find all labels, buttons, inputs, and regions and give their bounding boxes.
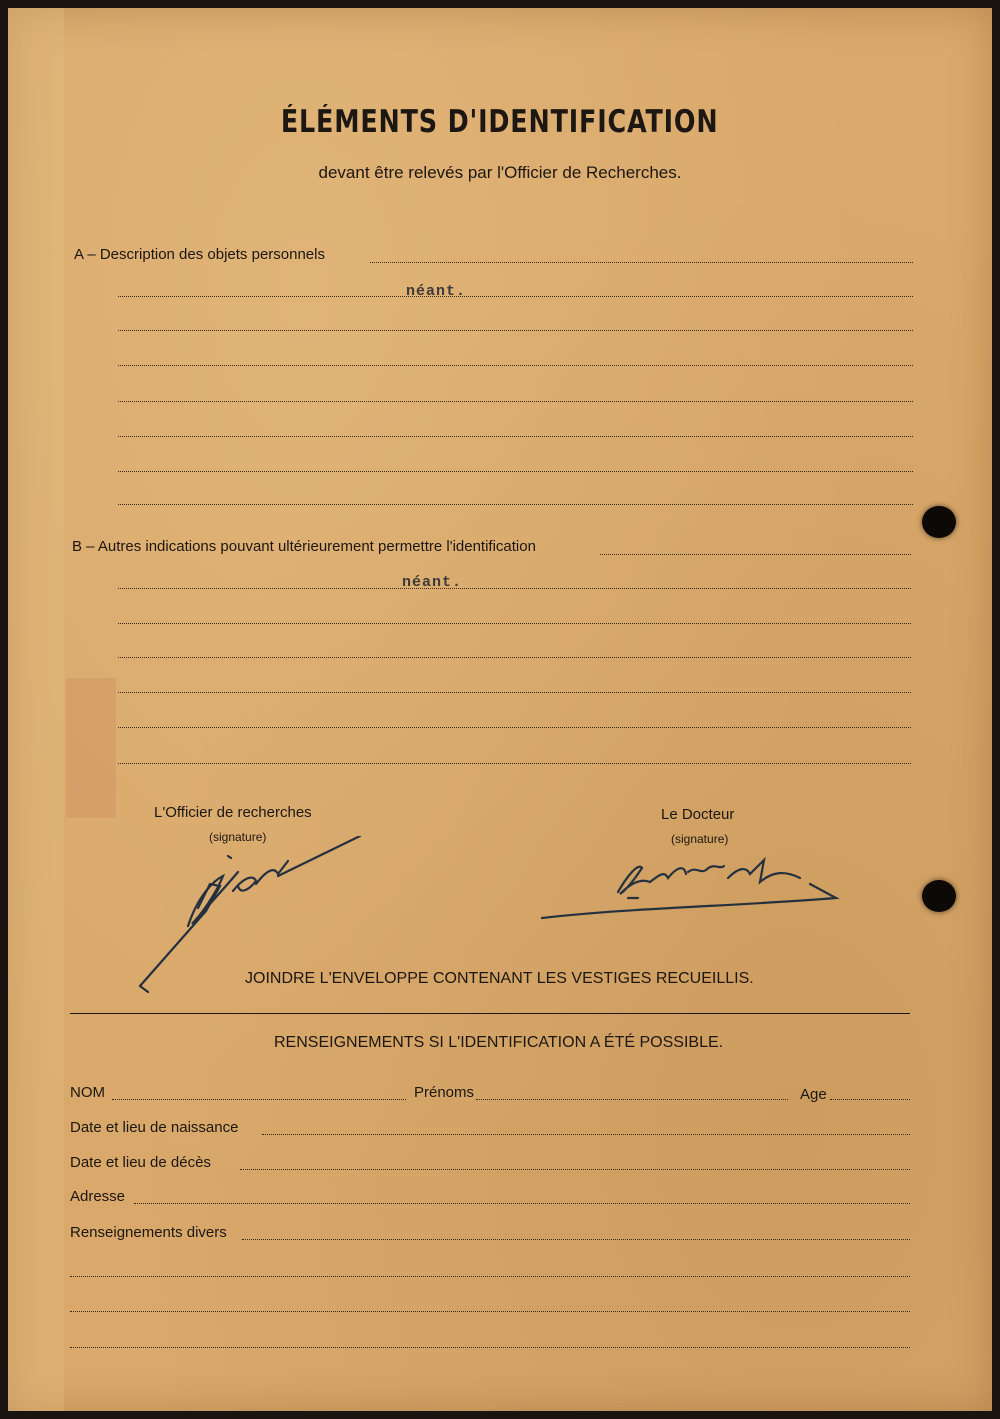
deces-label: Date et lieu de décès [70, 1154, 211, 1171]
punch-hole-top [922, 506, 956, 538]
adresse-label: Adresse [70, 1188, 126, 1205]
section-a-line-8 [118, 504, 913, 505]
section-a-line-2 [118, 296, 913, 297]
nom-field[interactable] [112, 1099, 406, 1100]
doctor-signature-caption: (signature) [671, 832, 729, 846]
nom-label: NOM [70, 1084, 105, 1101]
doctor-signature-title: Le Docteur [661, 806, 735, 823]
section-b-line-6 [118, 727, 911, 728]
section-b-line-4 [118, 657, 911, 658]
section-b-line-5 [118, 692, 911, 693]
identification-heading: RENSEIGNEMENTS SI L'IDENTIFICATION A ÉTÉ POSSIBLE. [274, 1034, 724, 1051]
section-a-typed-value: néant. [406, 283, 467, 300]
form-sheet [8, 8, 992, 1411]
section-a-line-1 [370, 262, 913, 263]
paper-edge-strip [8, 8, 64, 1411]
section-a-line-6 [118, 436, 913, 437]
age-label: Age [800, 1086, 827, 1103]
paper-stain [66, 678, 116, 818]
deces-field[interactable] [240, 1169, 910, 1170]
divers-field-line-1[interactable] [242, 1239, 910, 1240]
section-b-typed-value: néant. [402, 574, 463, 591]
section-divider [70, 1013, 910, 1014]
divers-field-line-4[interactable] [70, 1347, 910, 1348]
section-b-line-3 [118, 623, 911, 624]
section-b-line-1 [600, 554, 911, 555]
officer-signature-caption: (signature) [209, 830, 267, 844]
officer-signature-title: L'Officier de recherches [154, 804, 312, 821]
page-title: ÉLÉMENTS D'IDENTIFICATION [280, 104, 719, 140]
instruction-text: JOINDRE L'ENVELOPPE CONTENANT LES VESTIGES RECUEILLIS. [245, 970, 754, 987]
section-a-label: A – Description des objets personnels [74, 246, 325, 263]
section-a-line-7 [118, 471, 913, 472]
section-a-line-4 [118, 365, 913, 366]
section-b-label: B – Autres indications pouvant ultérieurement permettre l'identification [72, 538, 536, 555]
section-b-line-2 [118, 588, 911, 589]
age-field[interactable] [830, 1099, 910, 1100]
divers-field-line-2[interactable] [70, 1276, 910, 1277]
section-a-line-5 [118, 401, 913, 402]
divers-field-line-3[interactable] [70, 1311, 910, 1312]
prenoms-label: Prénoms [414, 1084, 475, 1101]
prenoms-field[interactable] [476, 1099, 788, 1100]
punch-hole-bottom [922, 880, 956, 912]
naissance-label: Date et lieu de naissance [70, 1119, 239, 1136]
page-subtitle: devant être relevés par l'Officier de Recherches. [318, 163, 682, 182]
naissance-field[interactable] [262, 1134, 910, 1135]
doctor-signature [538, 848, 848, 928]
divers-label: Renseignements divers [70, 1224, 227, 1241]
adresse-field[interactable] [134, 1203, 910, 1204]
section-b-line-7 [118, 763, 911, 764]
section-a-line-3 [118, 330, 913, 331]
